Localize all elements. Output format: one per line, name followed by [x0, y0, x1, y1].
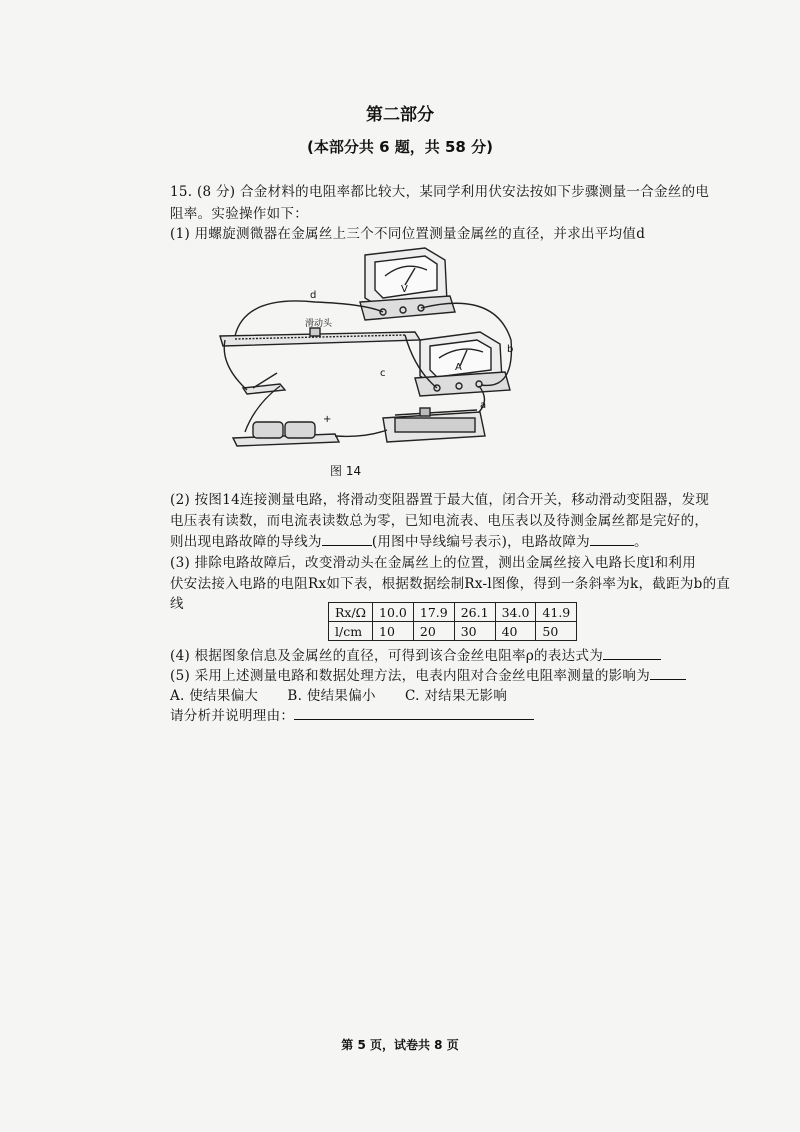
step-1: (1) 用螺旋测微器在金属丝上三个不同位置测量金属丝的直径，并求出平均值d [170, 226, 646, 242]
question-line-2: 阻率。实验操作如下： [170, 206, 308, 222]
step-3-line-3: 线 [170, 596, 184, 612]
step-3-line-1: (3) 排除电路故障后，改变滑动头在金属丝上的位置，测出金属丝接入电路长度l和利用 [170, 555, 697, 571]
part-subtitle: (本部分共 6 题，共 58 分) [307, 138, 493, 156]
wire-label-c: c [380, 368, 386, 379]
table-cell: 17.9 [413, 603, 454, 622]
step-2-line-1: (2) 按图14连接测量电路，将滑动变阻器置于最大值，闭合开关，移动滑动变阻器，发现 [170, 492, 710, 508]
page-footer: 第 5 页，试卷共 8 页 [341, 1038, 459, 1052]
ammeter [415, 332, 510, 396]
step-4 [170, 644, 661, 664]
step-5 [170, 664, 686, 684]
table-row [329, 622, 577, 641]
wire-label-a: a [480, 400, 487, 411]
step-5-text: (5) 采用上述测量电路和数据处理方法，电表内阻对合金丝电阻率测量的影响为 [170, 668, 651, 684]
part-title: 第二部分 [366, 105, 434, 125]
voltmeter-label: V [401, 284, 408, 295]
table-header-l: l/cm [329, 622, 373, 641]
wire-label-b: b [507, 344, 514, 355]
option-a[interactable]: A. 使结果偏大 [170, 688, 259, 704]
reason-label: 请分析并说明理由： [170, 708, 295, 724]
circuit-figure [215, 240, 525, 460]
answer-blank-effect[interactable] [650, 667, 686, 680]
table-cell: 50 [536, 622, 577, 641]
step-4-text: (4) 根据图象信息及金属丝的直径，可得到该合金丝电阻率ρ的表达式为 [170, 648, 604, 664]
table-cell: 40 [495, 622, 536, 641]
table-cell: 34.0 [495, 603, 536, 622]
table-row [329, 603, 577, 622]
answer-blank-reason[interactable] [294, 707, 534, 720]
answer-blank-fault[interactable] [590, 533, 634, 546]
reason-line [170, 704, 534, 724]
options-row [170, 684, 507, 704]
slider-label: 滑动头 [305, 319, 333, 329]
table-cell: 10.0 [373, 603, 414, 622]
battery-plus: + [323, 414, 332, 425]
step-2-line-3 [170, 530, 648, 550]
table-cell: 10 [373, 622, 414, 641]
table-cell: 26.1 [454, 603, 495, 622]
step-2-line-2: 电压表有读数，而电流表读数总为零，已知电流表、电压表以及待测金属丝都是完好的， [170, 513, 709, 529]
step-3-line-2: 伏安法接入电路的电阻Rx如下表，根据数据绘制Rx-l图像，得到一条斜率为k，截距为b的直 [170, 576, 731, 592]
table-cell: 41.9 [536, 603, 577, 622]
step-2-text-a: 则出现电路故障的导线为 [170, 534, 322, 550]
circuit-diagram [215, 240, 525, 460]
table-cell: 20 [413, 622, 454, 641]
answer-blank-rho[interactable] [603, 647, 661, 660]
ammeter-label: A [455, 362, 462, 373]
step-2-text-b: (用图中导线编号表示)，电路故障为 [371, 534, 590, 550]
table-cell: 30 [454, 622, 495, 641]
option-c[interactable]: C. 对结果无影响 [405, 688, 508, 704]
table-header-rx: Rx/Ω [329, 603, 373, 622]
wire-label-d: d [310, 290, 317, 301]
question-line-1: 15. (8 分) 合金材料的电阻率都比较大，某同学利用伏安法按如下步骤测量一合金丝的电 [170, 184, 710, 200]
data-table [328, 602, 577, 641]
option-b[interactable]: B. 使结果偏小 [287, 688, 376, 704]
step-2-text-c: 。 [633, 534, 648, 550]
answer-blank-wire[interactable] [322, 533, 372, 546]
figure-caption: 图 14 [330, 464, 362, 478]
